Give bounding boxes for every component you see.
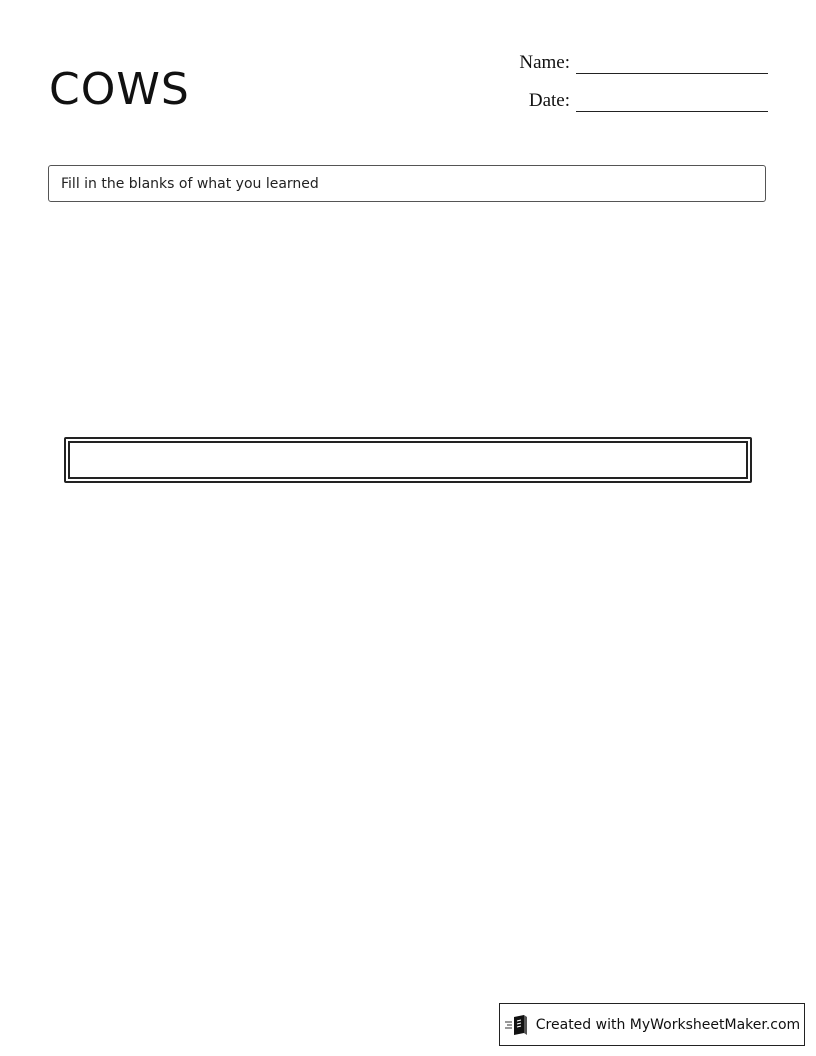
instruction-text: Fill in the blanks of what you learned bbox=[61, 175, 319, 192]
footer-credit-badge[interactable] bbox=[499, 1003, 805, 1046]
book-logo-icon bbox=[504, 1014, 530, 1036]
instruction-box bbox=[48, 165, 766, 202]
date-field bbox=[500, 90, 768, 112]
word-bank-box bbox=[64, 437, 752, 483]
name-field bbox=[500, 52, 768, 74]
name-blank-line[interactable] bbox=[576, 73, 768, 74]
date-label: Date: bbox=[528, 90, 570, 111]
date-blank-line[interactable] bbox=[576, 111, 768, 112]
word-bank-inner bbox=[68, 441, 748, 479]
worksheet-title: COWS bbox=[49, 64, 190, 115]
footer-credit-text: Created with MyWorksheetMaker.com bbox=[535, 1016, 801, 1033]
name-label: Name: bbox=[519, 52, 570, 73]
